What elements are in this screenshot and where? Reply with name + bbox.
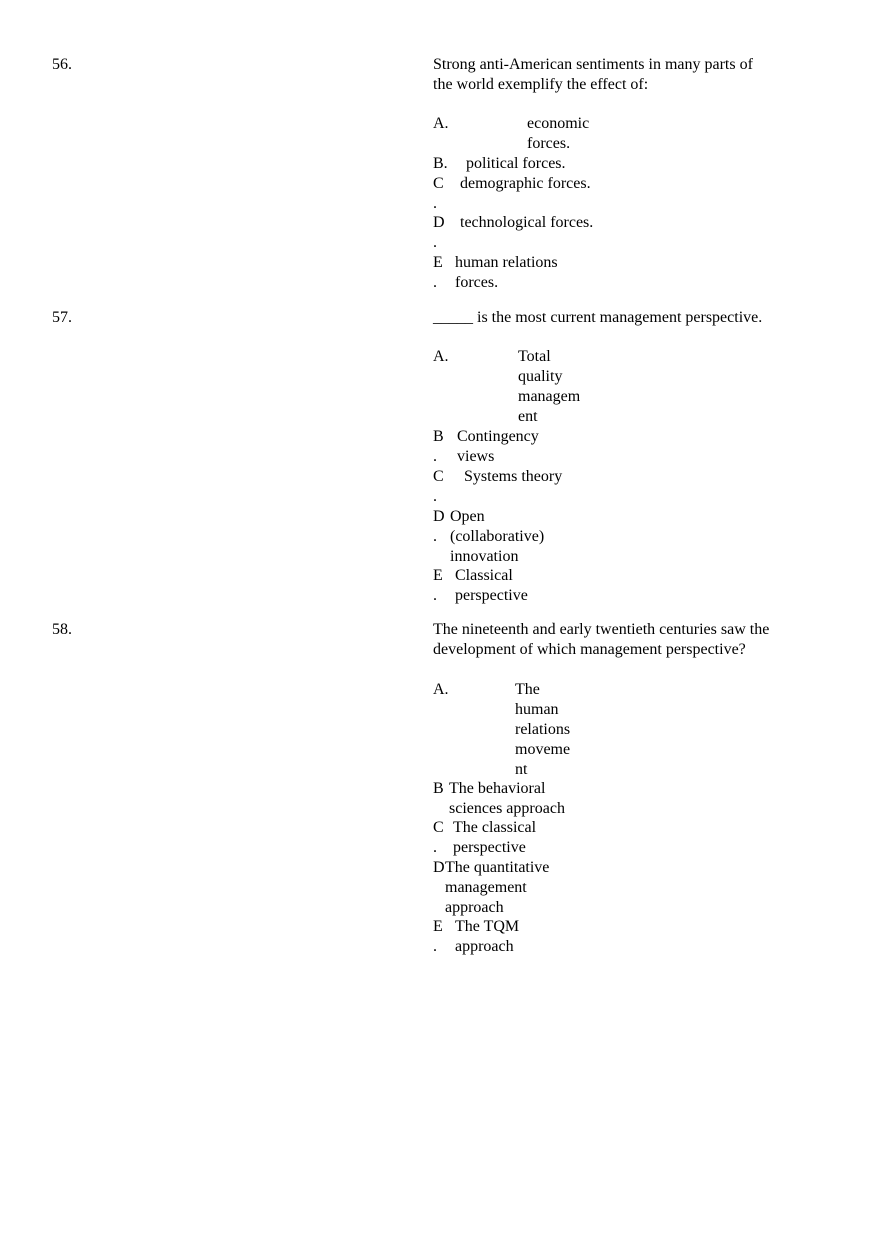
- option-letter: B: [433, 780, 444, 797]
- question-number: 56.: [52, 56, 72, 73]
- option-text: economic forces.: [527, 115, 590, 152]
- question-stem-line: Strong anti-American sentiments in many parts of: [433, 56, 753, 73]
- option-text: Systems theory: [464, 468, 563, 485]
- option-text: political forces.: [466, 155, 566, 172]
- option-letter: B .: [433, 428, 444, 465]
- question-stem-line: _____ is the most current management perspective.: [433, 309, 763, 326]
- option-text: Classical perspective: [455, 567, 528, 604]
- question-stem: [433, 308, 813, 328]
- option-letter: A.: [433, 681, 449, 698]
- option-letter: C .: [433, 175, 444, 212]
- option-letter: C .: [433, 468, 444, 505]
- option-letter: E .: [433, 254, 443, 291]
- option-text: technological forces.: [460, 214, 594, 231]
- question-stem-line: the world exemplify the effect of:: [433, 76, 649, 93]
- option-text: Total quality managem ent: [518, 348, 581, 425]
- question-number: 57.: [52, 309, 72, 326]
- question-stem: [433, 620, 813, 660]
- question-number: 58.: [52, 621, 72, 638]
- option-letter: A.: [433, 115, 449, 132]
- option-letter: A.: [433, 348, 449, 365]
- option-text: The classical perspective: [453, 819, 537, 856]
- option-letter: D .: [433, 214, 445, 251]
- question-stem-line: The nineteenth and early twentieth centuries saw the: [433, 621, 770, 638]
- option-letter: B.: [433, 155, 448, 172]
- option-text: human relations forces.: [455, 254, 558, 291]
- option-text: The human relations moveme nt: [515, 681, 571, 778]
- option-text: demographic forces.: [460, 175, 591, 192]
- option-letter: D .: [433, 508, 445, 545]
- option-text: The TQM approach: [455, 918, 520, 955]
- option-text: Contingency views: [457, 428, 539, 465]
- question-stem: [433, 55, 813, 95]
- option-letter: C .: [433, 819, 444, 856]
- option-letter: E .: [433, 918, 443, 955]
- option-letter: D: [433, 859, 445, 876]
- option-letter: E .: [433, 567, 443, 604]
- option-text: The quantitative management approach: [445, 859, 550, 916]
- option-text: The behavioral sciences approach: [449, 780, 565, 817]
- question-stem-line: development of which management perspective?: [433, 641, 746, 658]
- option-text: Open (collaborative) innovation: [450, 508, 545, 565]
